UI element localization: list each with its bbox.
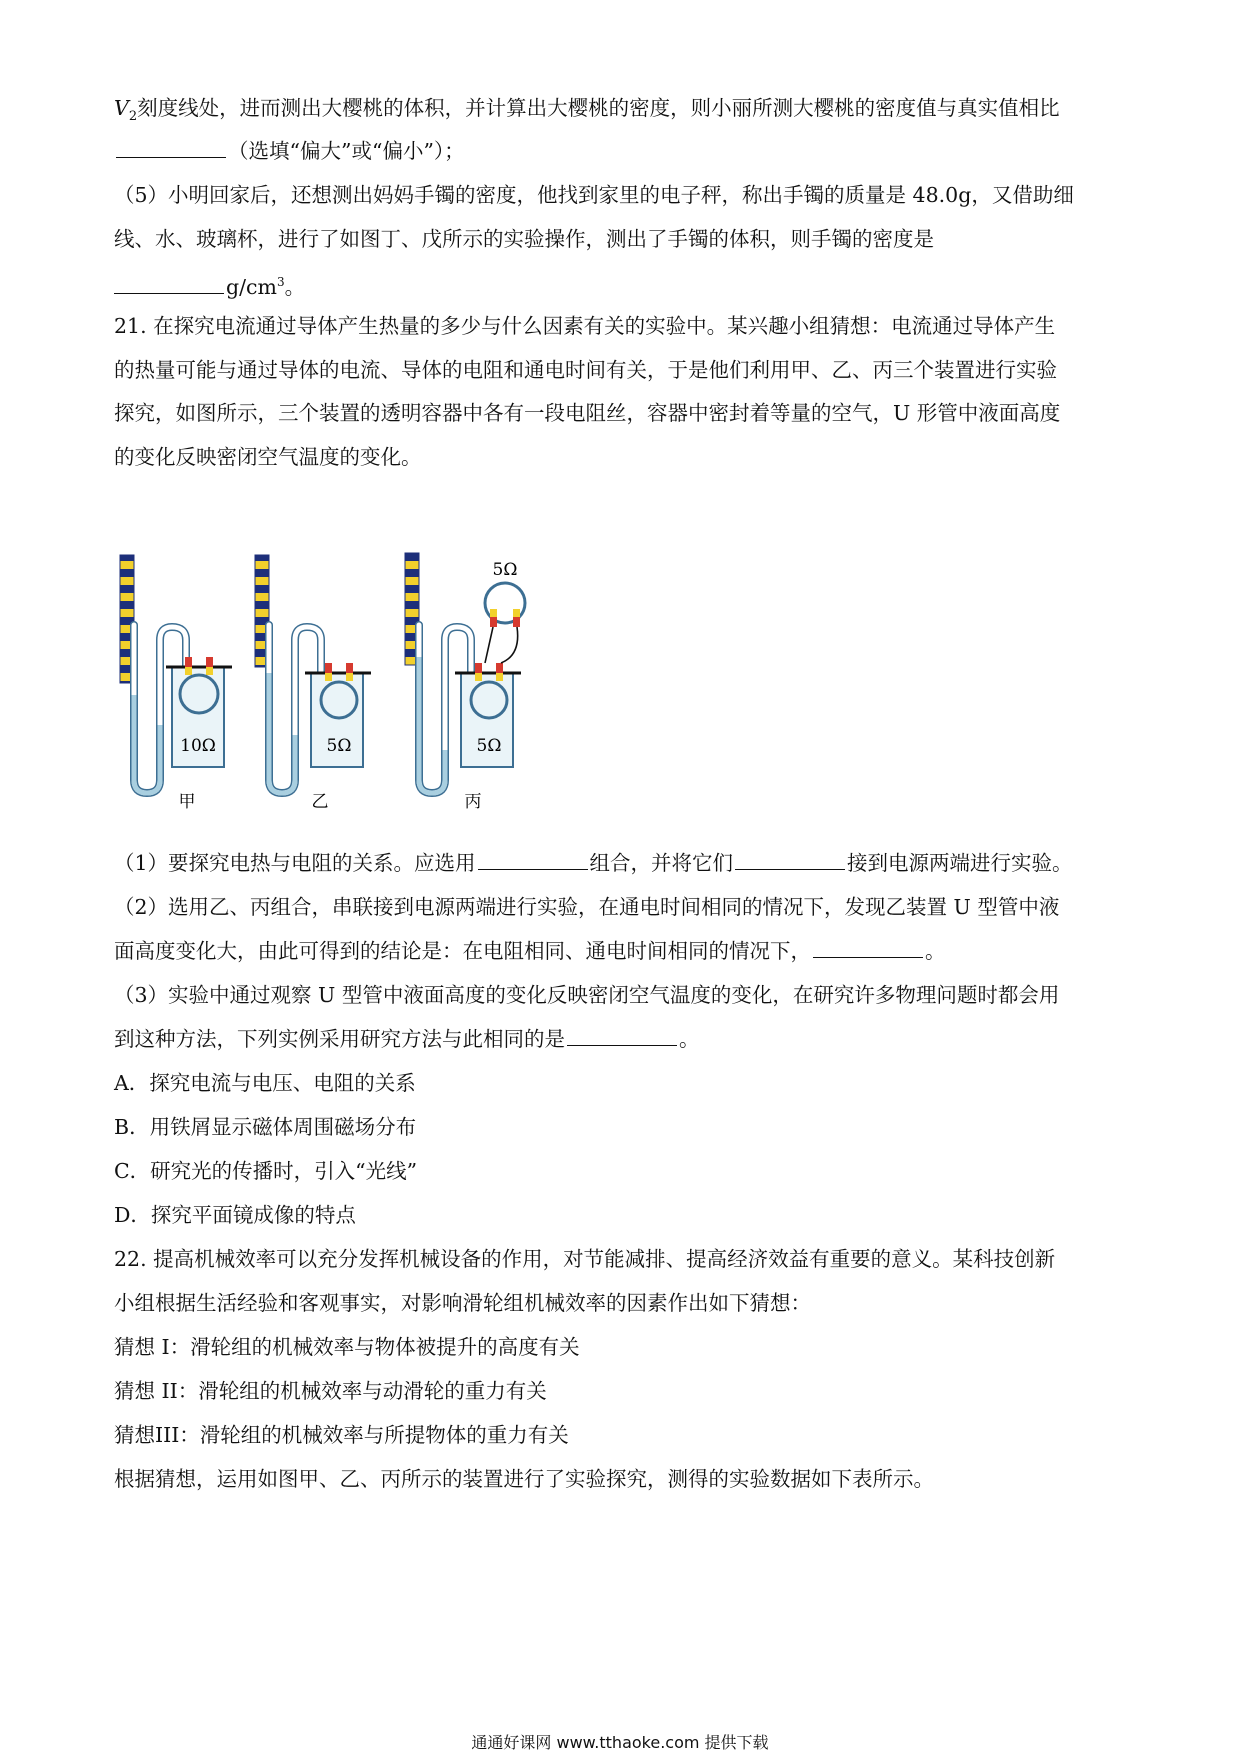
subscript: 2	[128, 109, 138, 125]
question-22-line: 22. 提高机械效率可以充分发挥机械设备的作用，对节能减排、提高经济效益有重要的意义。某科技创新	[114, 1247, 1056, 1271]
option-a: A．探究电流与电压、电阻的关系	[114, 1071, 416, 1095]
text-line: 根据猜想，运用如图甲、乙、丙所示的装置进行了实验探究，测得的实验数据如下表所示。	[114, 1467, 934, 1491]
sub-question-3: （3）实验中通过观察 U 型管中液面高度的变化反映密闭空气温度的变化，在研究许多物理问题时都会用	[114, 983, 1060, 1007]
apparatus-bing	[405, 553, 525, 812]
text-line	[114, 937, 1126, 965]
apparatus-jia	[120, 555, 232, 812]
guess-1: 猜想 I：滑轮组的机械效率与物体被提升的高度有关	[114, 1335, 580, 1359]
text: （1）要探究电热与电阻的关系。应选用	[114, 851, 476, 875]
text-line: 的变化反映密闭空气温度的变化。	[114, 445, 422, 469]
answer-blank[interactable]	[478, 851, 588, 870]
superscript: 3	[276, 275, 285, 289]
text: 。	[679, 1027, 700, 1051]
label-yi: 乙	[311, 792, 329, 812]
option-c: C．研究光的传播时，引入“光线”	[114, 1159, 418, 1183]
guess-2: 猜想 II：滑轮组的机械效率与动滑轮的重力有关	[114, 1379, 547, 1403]
label-bing: 丙	[464, 792, 482, 812]
text: 刻度线处，进而测出大樱桃的体积，并计算出大樱桃的密度，则小丽所测大樱桃的密度值与真实值相比	[137, 96, 1060, 120]
answer-blank[interactable]	[114, 275, 224, 294]
text: （选填“偏大”或“偏小”）；	[228, 139, 465, 163]
resistor-label-jia: 10Ω	[180, 736, 216, 756]
footer: 通通好课网 www.tthaoke.com 提供下载	[471, 1733, 769, 1752]
text-line	[114, 1025, 1126, 1053]
sub-question-2: （2）选用乙、丙组合，串联接到电源两端进行实验，在通电时间相同的情况下，发现乙装置 U 型管中液	[114, 895, 1060, 919]
label-jia: 甲	[178, 792, 196, 812]
answer-blank[interactable]	[813, 939, 923, 958]
text-line: 线、水、玻璃杯，进行了如图丁、戊所示的实验操作，测出了手镯的体积，则手镯的密度是	[114, 227, 934, 251]
text-line: 的热量可能与通过导体的电流、导体的电阻和通电时间有关，于是他们利用甲、乙、丙三个装置进行实验	[114, 358, 1057, 382]
apparatus-yi	[255, 555, 371, 812]
text-line	[114, 137, 1126, 165]
text-line	[114, 94, 1126, 131]
unit: g/cm	[226, 274, 277, 299]
text: 。	[284, 274, 306, 299]
option-d: D．探究平面镜成像的特点	[114, 1203, 356, 1227]
joule-heating-apparatus-figure	[110, 545, 630, 815]
text-line: （5）小明回家后，还想测出妈妈手镯的密度，他找到家里的电子秤，称出手镯的质量是 48.0g，又借助细	[114, 183, 1074, 207]
resistor-label-bing: 5Ω	[476, 736, 502, 756]
resistor-label-yi: 5Ω	[326, 736, 352, 756]
text: 接到电源两端进行实验。	[847, 851, 1073, 875]
text-line: 小组根据生活经验和客观事实，对影响滑轮组机械效率的因素作出如下猜想：	[114, 1291, 811, 1315]
text: 组合，并将它们	[589, 851, 734, 875]
answer-blank[interactable]	[116, 139, 226, 158]
text-line	[114, 268, 1126, 301]
text: 。	[925, 939, 946, 963]
text-line: 探究，如图所示，三个装置的透明容器中各有一段电阻丝，容器中密封着等量的空气，U 形管中液面高度	[114, 401, 1061, 425]
text: 到这种方法，下列实例采用研究方法与此相同的是	[114, 1027, 565, 1051]
sub-question-1	[114, 849, 1126, 877]
symbol-v: V	[114, 96, 129, 120]
external-resistor-label: 5Ω	[492, 560, 518, 580]
guess-3: 猜想III：滑轮组的机械效率与所提物体的重力有关	[114, 1423, 569, 1447]
answer-blank[interactable]	[735, 851, 845, 870]
option-b: B．用铁屑显示磁体周围磁场分布	[114, 1115, 417, 1139]
question-21-line: 21. 在探究电流通过导体产生热量的多少与什么因素有关的实验中。某兴趣小组猜想：电流通过导体产生	[114, 314, 1056, 338]
text: 面高度变化大，由此可得到的结论是：在电阻相同、通电时间相同的情况下，	[114, 939, 811, 963]
answer-blank[interactable]	[567, 1027, 677, 1046]
